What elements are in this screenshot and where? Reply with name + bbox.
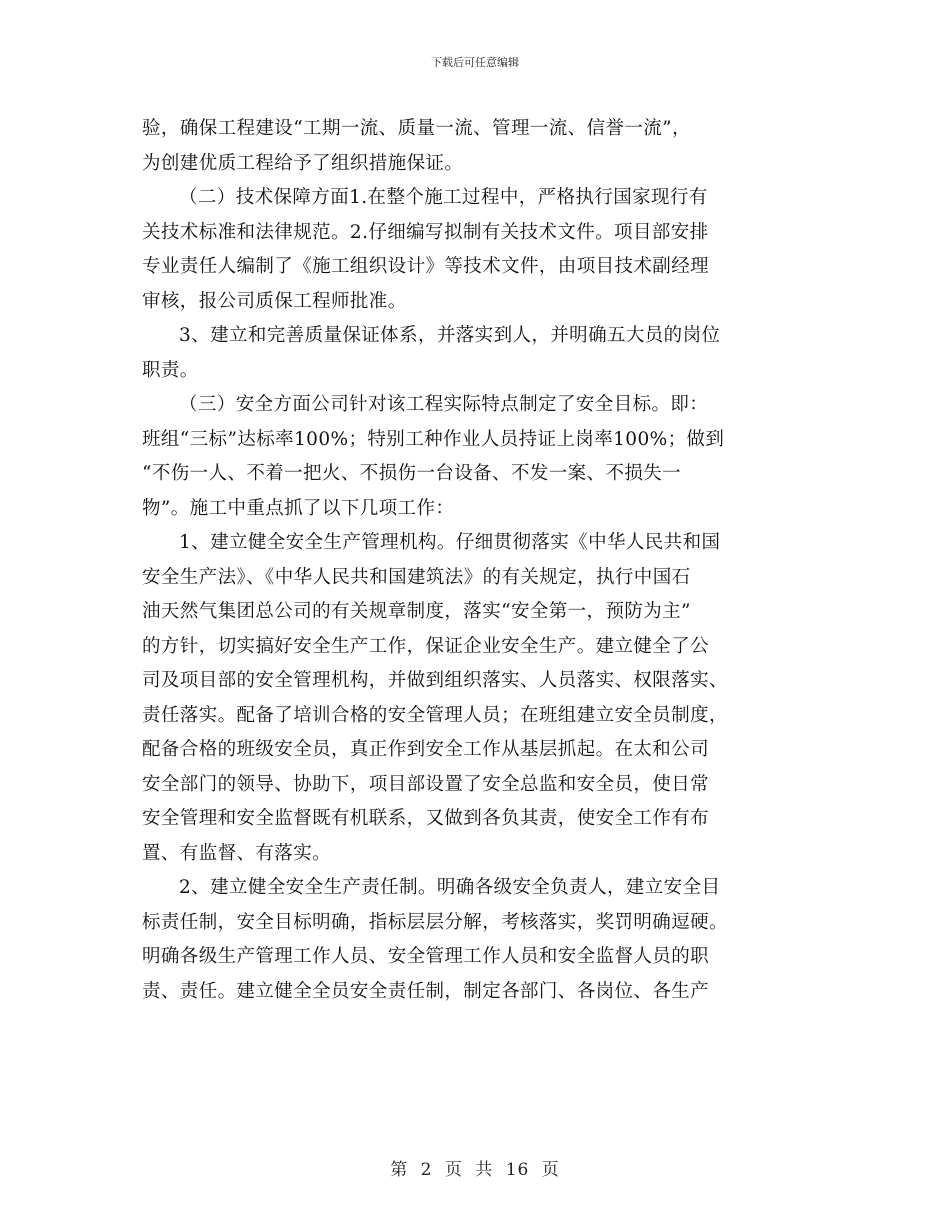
text-line: （二）技术保障方面1.在整个施工过程中，严格执行国家现行有	[179, 187, 708, 208]
page-footer: 第 2 页 共 16 页	[390, 1160, 560, 1180]
text-line: 物”。施工中重点抓了以下几项工作：	[142, 497, 455, 519]
text-line: 明确各级生产管理工作人员、安全管理工作人员和安全监督人员的职	[142, 946, 710, 967]
text-line: 司及项目部的安全管理机构，并做到组织落实、人员落实、权限落实、	[142, 670, 728, 691]
text-line: 置、有监督、有落实。	[142, 842, 332, 864]
text-line: 1、建立健全安全生产管理机构。仔细贯彻落实《中华人民共和国	[179, 532, 721, 553]
text-line: 专业责任人编制了《施工组织设计》等技术文件，由项目技术副经理	[142, 256, 710, 277]
text-line: 为创建优质工程给予了组织措施保证。	[142, 152, 464, 174]
text-line: 的方针，切实搞好安全生产工作，保证企业安全生产。建立健全了公	[142, 635, 710, 657]
text-line: 安全管理和安全监督既有机联系，又做到各负其责，使安全工作有布	[142, 808, 710, 829]
text-line: 2、建立健全安全生产责任制。明确各级安全负责人，建立安全目	[179, 877, 721, 898]
text-line: 标责任制，安全目标明确，指标层层分解，考核落实，奖罚明确逗硬。	[142, 911, 728, 933]
text-line: 3、建立和完善质量保证体系，并落实到人，并明确五大员的岗位	[179, 325, 721, 346]
text-line: 关技术标准和法律规范。2.仔细编写拟制有关技术文件。项目部安排	[142, 221, 709, 243]
text-line: 责任落实。配备了培训合格的安全管理人员；在班组建立安全员制度，	[142, 704, 728, 726]
text-line: 配备合格的班级安全员，真正作到安全工作从基层抓起。在太和公司	[142, 739, 710, 760]
text-line: 验，确保工程建设“工期一流、质量一流、管理一流、信誉一流”，	[142, 118, 691, 139]
text-line: 安全部门的领导、协助下，项目部设置了安全总监和安全员，使日常	[142, 773, 710, 795]
text-line: 油天然气集团总公司的有关规章制度，落实“安全第一，预防为主”	[142, 601, 691, 622]
text-line: 审核，报公司质保工程师批准。	[142, 290, 407, 312]
text-line: 班组“三标”达标率100%；特别工种作业人员持证上岗率100%；做到	[142, 428, 725, 450]
text-line: 职责。	[142, 359, 199, 381]
text-line: 责、责任。建立健全全员安全责任制，制定各部门、各岗位、各生产	[142, 980, 710, 1002]
text-line: （三）安全方面公司针对该工程实际特点制定了安全目标。即：	[179, 394, 709, 415]
page-header: 下载后可任意编辑	[431, 56, 519, 69]
document-body	[142, 112, 812, 1009]
text-line: 安全生产法》、《中华人民共和国建筑法》的有关规定，执行中国石	[142, 566, 691, 588]
text-line: “不伤一人、不着一把火、不损伤一台设备、不发一案、不损失一	[142, 463, 682, 484]
